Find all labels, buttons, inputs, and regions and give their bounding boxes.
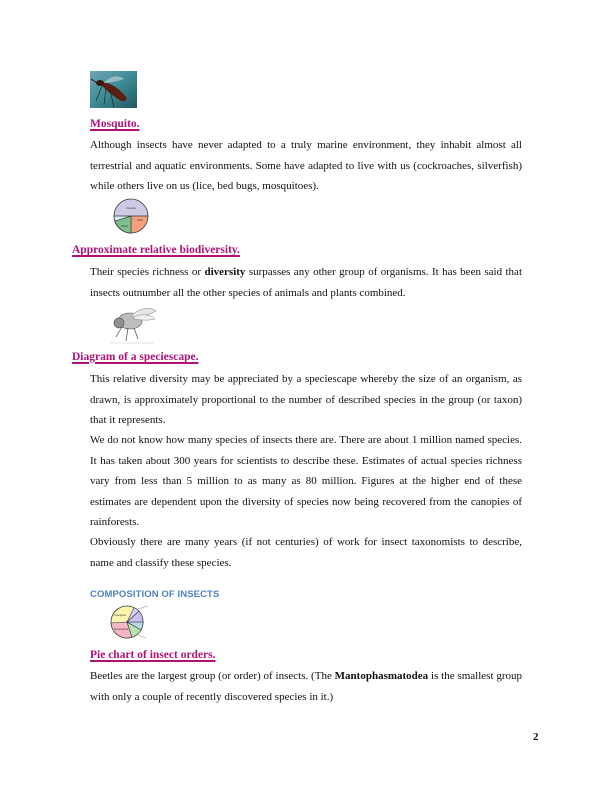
biodiversity-pie-image <box>110 198 152 234</box>
insect-orders-heading: Pie chart of insect orders. <box>90 649 216 661</box>
svg-text:Hymenoptera: Hymenoptera <box>113 628 129 631</box>
biodiversity-heading: Approximate relative biodiversity. <box>72 244 240 256</box>
svg-text:Insects: Insects <box>126 206 136 210</box>
mosquito-paragraph: Although insects have never adapted to a truly marine environment, they inhabit almost all terrestrial and aquatic environments. Some have adapted to live with us (cockroaches, silverfish) while others live on us (lice, bed bugs, mosquitoes). <box>90 139 522 192</box>
composition-paragraph <box>90 666 522 707</box>
mosquito-image <box>90 71 137 108</box>
speciescape-paragraph-2: We do not know how many species of insects there are. There are about 1 million named species. It has taken about 300 years for scientists to describe these. Estimates of actual species richness vary from less than 5 million to as many as 80 million. Figures at the higher end of these estimates are dependent upon the diversity of species now being recovered from the canopies of rainforests. <box>90 434 522 528</box>
svg-text:Plants: Plants <box>121 225 129 228</box>
biodiversity-text-post: surpasses any other group of organisms. It has been said that insects outnumber all the other species of animals and plants combined. <box>90 266 522 299</box>
composition-text-pre: Beetles are the largest group (or order) of insects. (The <box>90 670 335 682</box>
page-number: 2 <box>533 731 539 743</box>
composition-subheading: COMPOSITION OF INSECTS <box>90 589 220 600</box>
speciescape-paragraph-3: Obviously there are many years (if not centuries) of work for insect taxonomists to describe, name and classify these species. <box>90 536 522 569</box>
svg-text:Coleoptera: Coleoptera <box>114 614 126 617</box>
svg-text:Other: Other <box>137 219 143 222</box>
composition-text-post: is the smallest group with only a couple of recently discovered species in it.) <box>90 670 523 703</box>
mosquito-heading: Mosquito. <box>90 118 140 130</box>
speciescape-heading: Diagram of a speciescape. <box>72 351 199 363</box>
insect-orders-pie-image <box>108 603 158 641</box>
speciescape-paragraph-1: This relative diversity may be appreciated by a speciescape whereby the size of an organism, as drawn, is approximately proportional to the number of described species in the group (or taxon) that it represents. <box>90 373 522 426</box>
biodiversity-text-pre: Their species richness or <box>90 266 205 278</box>
fly-drawing-image <box>106 303 158 345</box>
diversity-bold-term: diversity <box>204 266 246 278</box>
mantophasmatodea-bold-term: Mantophasmatodea <box>334 670 429 682</box>
biodiversity-paragraph <box>90 262 522 303</box>
